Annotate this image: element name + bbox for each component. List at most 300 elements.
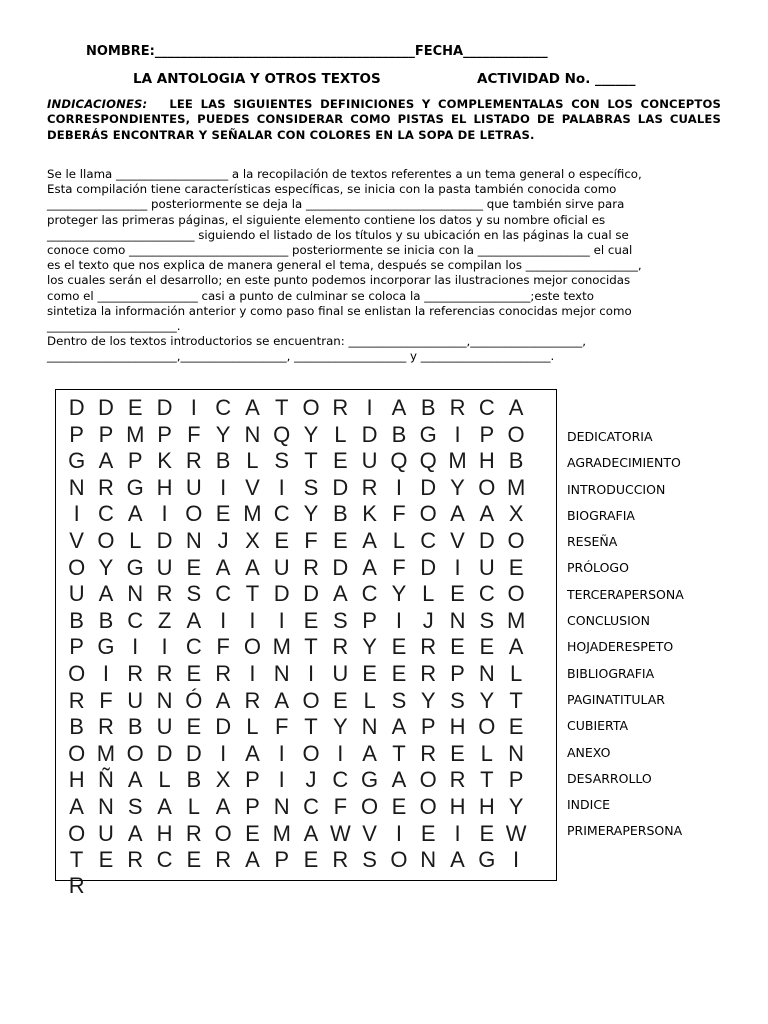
grid-letter[interactable]: N xyxy=(273,793,290,819)
grid-letter[interactable]: I xyxy=(395,820,402,846)
grid-letter[interactable]: O xyxy=(507,527,525,553)
grid-letter[interactable]: A xyxy=(450,501,465,527)
grid-letter[interactable]: E xyxy=(508,554,524,580)
grid-letter[interactable]: R xyxy=(449,395,466,420)
grid-letter[interactable]: R xyxy=(156,581,173,607)
grid-letter[interactable]: N xyxy=(420,847,437,873)
grid-letter[interactable]: U xyxy=(98,820,114,846)
grid-letter[interactable]: B xyxy=(391,421,407,447)
grid-letter[interactable]: G xyxy=(126,554,144,580)
grid-letter[interactable]: U xyxy=(185,474,202,500)
grid-letter[interactable]: O xyxy=(97,527,115,553)
grid-letter[interactable]: E xyxy=(98,847,114,873)
grid-letter[interactable]: O xyxy=(478,474,496,500)
grid-letter[interactable]: A xyxy=(215,554,231,580)
grid-letter[interactable]: A xyxy=(303,820,319,846)
grid-letter[interactable]: D xyxy=(98,395,114,420)
grid-letter[interactable]: G xyxy=(361,767,379,793)
grid-letter[interactable]: H xyxy=(156,474,173,500)
grid-letter[interactable]: L xyxy=(509,660,523,686)
grid-letter[interactable]: O xyxy=(68,660,86,686)
grid-letter[interactable]: T xyxy=(480,767,494,793)
grid-letter[interactable]: S xyxy=(479,607,495,633)
grid-letter[interactable]: A xyxy=(391,767,407,793)
grid-letter[interactable]: D xyxy=(303,581,319,607)
grid-letter[interactable]: Y xyxy=(508,793,524,819)
grid-letter[interactable]: Y xyxy=(362,634,377,660)
grid-letter[interactable]: C xyxy=(332,767,349,793)
grid-letter[interactable]: E xyxy=(479,634,495,660)
grid-letter[interactable]: A xyxy=(98,581,114,607)
grid-letter[interactable]: C xyxy=(303,793,319,819)
word-list-item: PRÓLOGO xyxy=(567,560,629,576)
grid-letter[interactable]: N xyxy=(478,660,495,686)
grid-letter[interactable]: I xyxy=(249,607,256,633)
grid-letter[interactable]: B xyxy=(508,448,524,474)
grid-letter[interactable]: O xyxy=(419,767,437,793)
grid-letter[interactable]: A xyxy=(479,501,495,527)
grid-letter[interactable]: E xyxy=(479,820,495,846)
grid-letter[interactable]: D xyxy=(332,474,349,500)
grid-letter[interactable]: E xyxy=(450,740,465,766)
grid-letter[interactable]: H xyxy=(68,767,85,793)
grid-letter[interactable]: U xyxy=(478,554,495,580)
grid-letter[interactable]: E xyxy=(186,660,202,686)
grid-letter[interactable]: I xyxy=(454,421,461,447)
grid-letter[interactable]: B xyxy=(215,448,231,474)
grid-letter[interactable]: P xyxy=(450,660,465,686)
grid-letter[interactable]: T xyxy=(304,634,318,660)
grid-letter[interactable]: E xyxy=(303,847,319,873)
grid-letter[interactable]: N xyxy=(508,740,525,766)
grid-letter[interactable]: W xyxy=(329,820,351,846)
grid-letter[interactable]: V xyxy=(362,820,377,846)
grid-letter[interactable]: P xyxy=(157,421,172,447)
grid-letter[interactable]: F xyxy=(99,687,113,713)
grid-letter[interactable]: U xyxy=(156,714,173,740)
grid-letter[interactable]: D xyxy=(361,421,378,447)
grid-letter[interactable]: O xyxy=(185,501,203,527)
instructions xyxy=(47,97,721,143)
grid-letter[interactable]: N xyxy=(361,714,378,740)
grid-letter[interactable]: A xyxy=(245,554,260,580)
grid-letter[interactable]: R xyxy=(98,714,114,740)
grid-letter[interactable]: D xyxy=(273,581,290,607)
word-search-grid xyxy=(55,389,557,899)
grid-letter[interactable]: D xyxy=(420,554,437,580)
grid-letter[interactable]: T xyxy=(392,740,406,766)
grid-letter[interactable]: U xyxy=(68,581,85,607)
grid-letter[interactable]: R xyxy=(361,474,378,500)
grid-letter[interactable]: R xyxy=(185,820,202,846)
grid-letter[interactable]: D xyxy=(156,740,173,766)
grid-letter[interactable]: R xyxy=(156,660,173,686)
grid-letter[interactable]: E xyxy=(186,847,202,873)
grid-letter[interactable]: G xyxy=(97,634,115,660)
grid-letter[interactable]: R xyxy=(68,873,85,899)
grid-letter[interactable]: X xyxy=(508,501,524,527)
grid-letter[interactable]: H xyxy=(449,793,466,819)
grid-letter[interactable]: U xyxy=(273,554,290,580)
grid-letter[interactable]: I xyxy=(278,767,285,793)
grid-letter[interactable]: M xyxy=(506,474,526,500)
grid-letter[interactable]: R xyxy=(68,687,85,713)
grid-letter[interactable]: I xyxy=(220,474,227,500)
grid-letter[interactable]: S xyxy=(450,687,465,713)
grid-letter[interactable]: O xyxy=(361,793,379,819)
grid-letter[interactable]: E xyxy=(127,395,143,420)
grid-letter[interactable]: D xyxy=(332,554,349,580)
grid-letter[interactable]: O xyxy=(302,395,320,420)
grid-letter[interactable]: J xyxy=(422,607,434,633)
grid-letter[interactable]: Y xyxy=(450,474,465,500)
grid-letter[interactable]: A xyxy=(450,847,465,873)
grid-letter[interactable]: E xyxy=(186,714,202,740)
grid-letter[interactable]: M xyxy=(272,820,291,846)
grid-letter[interactable]: E xyxy=(274,527,290,553)
grid-letter[interactable]: P xyxy=(420,714,436,740)
grid-letter[interactable]: S xyxy=(362,847,377,873)
grid-letter[interactable]: C xyxy=(156,847,173,873)
grid-letter[interactable]: S xyxy=(274,448,290,474)
grid-letter[interactable]: P xyxy=(98,421,114,447)
grid-letter[interactable]: L xyxy=(392,527,406,553)
grid-letter[interactable]: E xyxy=(303,607,319,633)
grid-letter[interactable]: S xyxy=(303,474,319,500)
grid-letter[interactable]: I xyxy=(454,820,461,846)
grid-letter[interactable]: V xyxy=(69,527,84,553)
grid-letter[interactable]: H xyxy=(478,793,495,819)
grid-letter[interactable]: G xyxy=(478,847,496,873)
grid-letter[interactable]: E xyxy=(450,581,465,607)
grid-letter[interactable]: J xyxy=(305,767,317,793)
grid-letter[interactable]: Ñ xyxy=(98,767,114,793)
grid-letter[interactable]: J xyxy=(217,527,229,553)
word-list-item: BIBLIOGRAFIA xyxy=(567,665,655,681)
grid-letter[interactable]: E xyxy=(245,820,260,846)
grid-letter[interactable]: O xyxy=(302,740,320,766)
grid-letter[interactable]: D xyxy=(420,474,437,500)
grid-letter[interactable]: A xyxy=(391,714,407,740)
grid-letter[interactable]: A xyxy=(362,554,377,580)
grid-letter[interactable]: I xyxy=(513,847,520,873)
grid-letter[interactable]: D xyxy=(156,395,173,420)
grid-letter[interactable]: W xyxy=(505,820,527,846)
grid-letter[interactable]: O xyxy=(507,421,525,447)
grid-letter[interactable]: N xyxy=(185,527,202,553)
grid-letter[interactable]: O xyxy=(214,820,232,846)
grid-letter[interactable]: O xyxy=(243,634,261,660)
grid-letter[interactable]: C xyxy=(478,581,495,607)
grid-letter[interactable]: R xyxy=(98,474,114,500)
grid-letter[interactable]: L xyxy=(480,740,493,766)
grid-letter[interactable]: T xyxy=(304,714,318,740)
grid-letter[interactable]: X xyxy=(245,527,260,553)
grid-letter[interactable]: P xyxy=(479,421,495,447)
grid-letter[interactable]: A xyxy=(127,501,143,527)
instructions-text: LEE LAS SIGUIENTES DEFINICIONES Y COMPLEMENTALAS CON LOS CONCEPTOS CORRESPONDIENTES, PUEDES CONSIDERAR COMO PISTAS EL LISTADO DE PALABRAS LAS CUALES DEBERÁS ENCONTRAR Y SEÑALAR CON COLORES EN LA SOPA DE LETRAS. xyxy=(47,97,721,142)
grid-letter[interactable]: A xyxy=(362,740,377,766)
grid-letter[interactable]: I xyxy=(161,634,168,660)
grid-letter[interactable]: A xyxy=(98,448,114,474)
grid-letter[interactable]: E xyxy=(332,448,348,474)
grid-letter[interactable]: C xyxy=(185,634,202,660)
grid-letter[interactable]: H xyxy=(478,448,495,474)
grid-letter[interactable]: I xyxy=(102,660,109,686)
grid-letter[interactable]: S xyxy=(391,687,407,713)
grid-letter[interactable]: E xyxy=(362,660,377,686)
grid-letter[interactable]: O xyxy=(68,820,86,846)
grid-letter[interactable]: F xyxy=(304,527,318,553)
grid-letter[interactable]: R xyxy=(244,687,261,713)
grid-letter[interactable]: N xyxy=(156,687,173,713)
grid-letter[interactable]: G xyxy=(68,448,86,474)
grid-letter[interactable]: Y xyxy=(332,714,348,740)
grid-letter[interactable]: C xyxy=(361,581,378,607)
grid-letter[interactable]: U xyxy=(361,448,378,474)
grid-letter[interactable]: L xyxy=(129,527,142,553)
grid-letter[interactable]: C xyxy=(98,501,114,527)
grid-letter[interactable]: Ó xyxy=(185,687,203,713)
grid-letter[interactable]: A xyxy=(215,687,231,713)
grid-letter[interactable]: P xyxy=(508,767,524,793)
paragraph-line: como el _________________ casi a punto de culminar se coloca la __________________;este texto xyxy=(47,288,594,303)
grid-letter[interactable]: P xyxy=(362,607,377,633)
grid-letter[interactable]: E xyxy=(215,501,231,527)
grid-letter[interactable]: K xyxy=(362,501,377,527)
grid-letter[interactable]: D xyxy=(185,740,202,766)
grid-letter[interactable]: Y xyxy=(479,687,495,713)
grid-letter[interactable]: T xyxy=(304,448,318,474)
grid-letter[interactable]: F xyxy=(333,793,348,819)
grid-letter[interactable]: E xyxy=(391,793,407,819)
grid-letter[interactable]: R xyxy=(185,448,202,474)
grid-letter[interactable]: D xyxy=(215,714,232,740)
grid-letter[interactable]: B xyxy=(420,395,436,420)
grid-letter[interactable]: L xyxy=(158,767,171,793)
grid-letter[interactable]: N xyxy=(98,793,114,819)
word-list-item: BIOGRAFIA xyxy=(567,507,635,523)
grid-letter[interactable]: E xyxy=(391,660,407,686)
grid-letter[interactable]: Y xyxy=(420,687,436,713)
grid-letter[interactable]: I xyxy=(278,740,285,766)
grid-letter[interactable]: O xyxy=(507,581,525,607)
grid-letter[interactable]: C xyxy=(215,395,232,420)
grid-letter[interactable]: R xyxy=(420,660,437,686)
grid-letter[interactable]: M xyxy=(506,607,526,633)
grid-letter[interactable]: A xyxy=(332,581,348,607)
grid-letter[interactable]: A xyxy=(245,740,260,766)
grid-letter[interactable]: S xyxy=(332,607,348,633)
grid-letter[interactable]: S xyxy=(186,581,202,607)
grid-letter[interactable]: T xyxy=(245,581,260,607)
grid-letter[interactable]: F xyxy=(187,421,201,447)
grid-letter[interactable]: R xyxy=(332,847,349,873)
grid-letter[interactable]: L xyxy=(246,714,259,740)
grid-letter[interactable]: R xyxy=(215,660,232,686)
grid-letter[interactable]: I xyxy=(278,607,285,633)
grid-letter[interactable]: N xyxy=(68,474,85,500)
grid-letter[interactable]: T xyxy=(275,395,289,420)
grid-letter[interactable]: E xyxy=(391,634,407,660)
grid-letter[interactable]: O xyxy=(302,687,320,713)
grid-letter[interactable]: I xyxy=(73,501,80,527)
grid-letter[interactable]: I xyxy=(249,660,256,686)
grid-letter[interactable]: M xyxy=(96,740,116,766)
grid-letter[interactable]: O xyxy=(390,847,408,873)
grid-letter[interactable]: O xyxy=(68,554,86,580)
grid-letter[interactable]: Y xyxy=(98,554,114,580)
paragraph-line: _________________________ siguiendo el listado de los títulos y su ubicación en las páginas la cual se xyxy=(47,227,629,242)
grid-letter[interactable]: V xyxy=(245,474,260,500)
grid-letter[interactable]: O xyxy=(419,793,437,819)
grid-letter[interactable]: D xyxy=(478,527,495,553)
grid-letter[interactable]: S xyxy=(127,793,143,819)
grid-letter[interactable]: O xyxy=(68,740,86,766)
grid-letter[interactable]: R xyxy=(127,660,144,686)
grid-letter[interactable]: N xyxy=(273,660,290,686)
grid-letter[interactable]: O xyxy=(419,501,437,527)
word-list-item: AGRADECIMIENTO xyxy=(567,455,681,471)
grid-letter[interactable]: T xyxy=(509,687,523,713)
grid-letter[interactable]: E xyxy=(450,634,465,660)
grid-letter[interactable]: B xyxy=(69,607,84,633)
grid-letter[interactable]: C xyxy=(478,395,495,420)
grid-letter[interactable]: D xyxy=(68,395,85,420)
grid-letter[interactable]: R xyxy=(332,634,349,660)
grid-letter[interactable]: R xyxy=(215,847,232,873)
grid-letter[interactable]: B xyxy=(98,607,114,633)
grid-letter[interactable]: U xyxy=(127,687,144,713)
grid-letter[interactable]: C xyxy=(273,501,290,527)
grid-letter[interactable]: I xyxy=(220,740,227,766)
grid-letter[interactable]: I xyxy=(307,660,315,686)
grid-letter[interactable]: D xyxy=(156,527,173,553)
grid-letter[interactable]: N xyxy=(449,607,466,633)
grid-letter[interactable]: I xyxy=(190,395,197,420)
grid-letter[interactable]: M xyxy=(448,448,467,474)
grid-letter[interactable]: U xyxy=(332,660,349,686)
grid-letter[interactable]: Q xyxy=(419,448,437,474)
grid-letter[interactable]: I xyxy=(278,474,285,500)
grid-letter[interactable]: L xyxy=(246,448,259,474)
grid-letter[interactable]: T xyxy=(69,847,84,873)
grid-letter[interactable]: A xyxy=(245,395,260,420)
grid-letter[interactable]: Y xyxy=(303,421,319,447)
grid-letter[interactable]: R xyxy=(449,767,466,793)
grid-letter[interactable]: B xyxy=(69,714,84,740)
grid-letter[interactable]: A xyxy=(508,395,524,420)
grid-letter[interactable]: I xyxy=(395,474,402,500)
grid-letter[interactable]: M xyxy=(243,501,262,527)
grid-letter[interactable]: O xyxy=(126,740,144,766)
grid-letter[interactable]: M xyxy=(126,421,145,447)
grid-letter[interactable]: R xyxy=(303,554,319,580)
grid-letter[interactable]: P xyxy=(69,634,84,660)
grid-letter[interactable]: N xyxy=(127,581,144,607)
grid-letter[interactable]: P xyxy=(245,767,260,793)
word-list-item: RESEÑA xyxy=(567,534,618,550)
grid-letter[interactable]: A xyxy=(245,847,260,873)
grid-letter[interactable]: I xyxy=(366,395,373,420)
grid-letter[interactable]: G xyxy=(126,474,144,500)
grid-letter[interactable]: C xyxy=(420,527,437,553)
grid-letter[interactable]: B xyxy=(332,501,348,527)
grid-letter[interactable]: U xyxy=(156,554,173,580)
grid-letter[interactable]: L xyxy=(422,581,435,607)
word-list-item: INDICE xyxy=(567,797,610,813)
grid-letter[interactable]: M xyxy=(272,634,291,660)
grid-letter[interactable]: A xyxy=(391,395,407,420)
grid-letter[interactable]: E xyxy=(332,687,348,713)
grid-letter[interactable]: G xyxy=(419,421,437,447)
grid-letter[interactable]: A xyxy=(186,607,202,633)
grid-letter[interactable]: F xyxy=(392,554,406,580)
grid-letter[interactable]: E xyxy=(508,714,524,740)
grid-letter[interactable]: L xyxy=(187,793,200,819)
grid-letter[interactable]: K xyxy=(157,448,172,474)
grid-letter[interactable]: C xyxy=(127,607,144,633)
grid-letter[interactable]: R xyxy=(420,740,437,766)
grid-letter[interactable]: R xyxy=(420,634,437,660)
grid-letter[interactable]: H xyxy=(449,714,466,740)
grid-letter[interactable]: I xyxy=(454,554,461,580)
grid-letter[interactable]: L xyxy=(363,687,376,713)
grid-letter[interactable]: I xyxy=(395,607,402,633)
grid-letter[interactable]: L xyxy=(334,421,347,447)
grid-letter[interactable]: F xyxy=(216,634,230,660)
grid-letter[interactable]: I xyxy=(132,634,139,660)
grid-letter[interactable]: P xyxy=(127,448,143,474)
grid-letter[interactable]: A xyxy=(362,527,377,553)
grid-letter[interactable]: A xyxy=(157,793,172,819)
grid-letter[interactable]: R xyxy=(127,847,144,873)
grid-letter[interactable]: Y xyxy=(303,501,319,527)
grid-letter[interactable]: Q xyxy=(390,448,408,474)
grid-letter[interactable]: Q xyxy=(273,421,291,447)
grid-letter[interactable]: P xyxy=(69,421,84,447)
grid-letter[interactable]: C xyxy=(215,581,232,607)
grid-letter[interactable]: I xyxy=(161,501,168,527)
grid-letter[interactable]: Y xyxy=(215,421,231,447)
grid-letter[interactable]: X xyxy=(215,767,231,793)
grid-letter[interactable]: R xyxy=(332,395,349,420)
grid-letter[interactable]: N xyxy=(244,421,261,447)
grid-letter[interactable]: I xyxy=(220,607,227,633)
grid-letter[interactable]: P xyxy=(245,793,260,819)
grid-letter[interactable]: Z xyxy=(157,607,172,633)
grid-letter[interactable]: A xyxy=(127,767,143,793)
grid-letter[interactable]: A xyxy=(508,634,524,660)
grid-letter[interactable]: F xyxy=(392,501,406,527)
grid-letter[interactable]: Y xyxy=(391,581,407,607)
grid-letter[interactable]: A xyxy=(69,793,84,819)
grid-letter[interactable]: B xyxy=(127,714,143,740)
grid-letter[interactable]: O xyxy=(478,714,496,740)
grid-letter[interactable]: A xyxy=(127,820,143,846)
grid-letter[interactable]: F xyxy=(275,714,289,740)
grid-letter[interactable]: V xyxy=(450,527,465,553)
grid-letter[interactable]: B xyxy=(186,767,202,793)
grid-letter[interactable]: E xyxy=(186,554,202,580)
grid-letter[interactable]: E xyxy=(332,527,348,553)
grid-letter[interactable]: I xyxy=(337,740,344,766)
grid-letter[interactable]: A xyxy=(274,687,290,713)
grid-letter[interactable]: P xyxy=(274,847,290,873)
grid-letter[interactable]: H xyxy=(156,820,173,846)
grid-letter[interactable]: E xyxy=(420,820,436,846)
grid-letter[interactable]: A xyxy=(215,793,231,819)
